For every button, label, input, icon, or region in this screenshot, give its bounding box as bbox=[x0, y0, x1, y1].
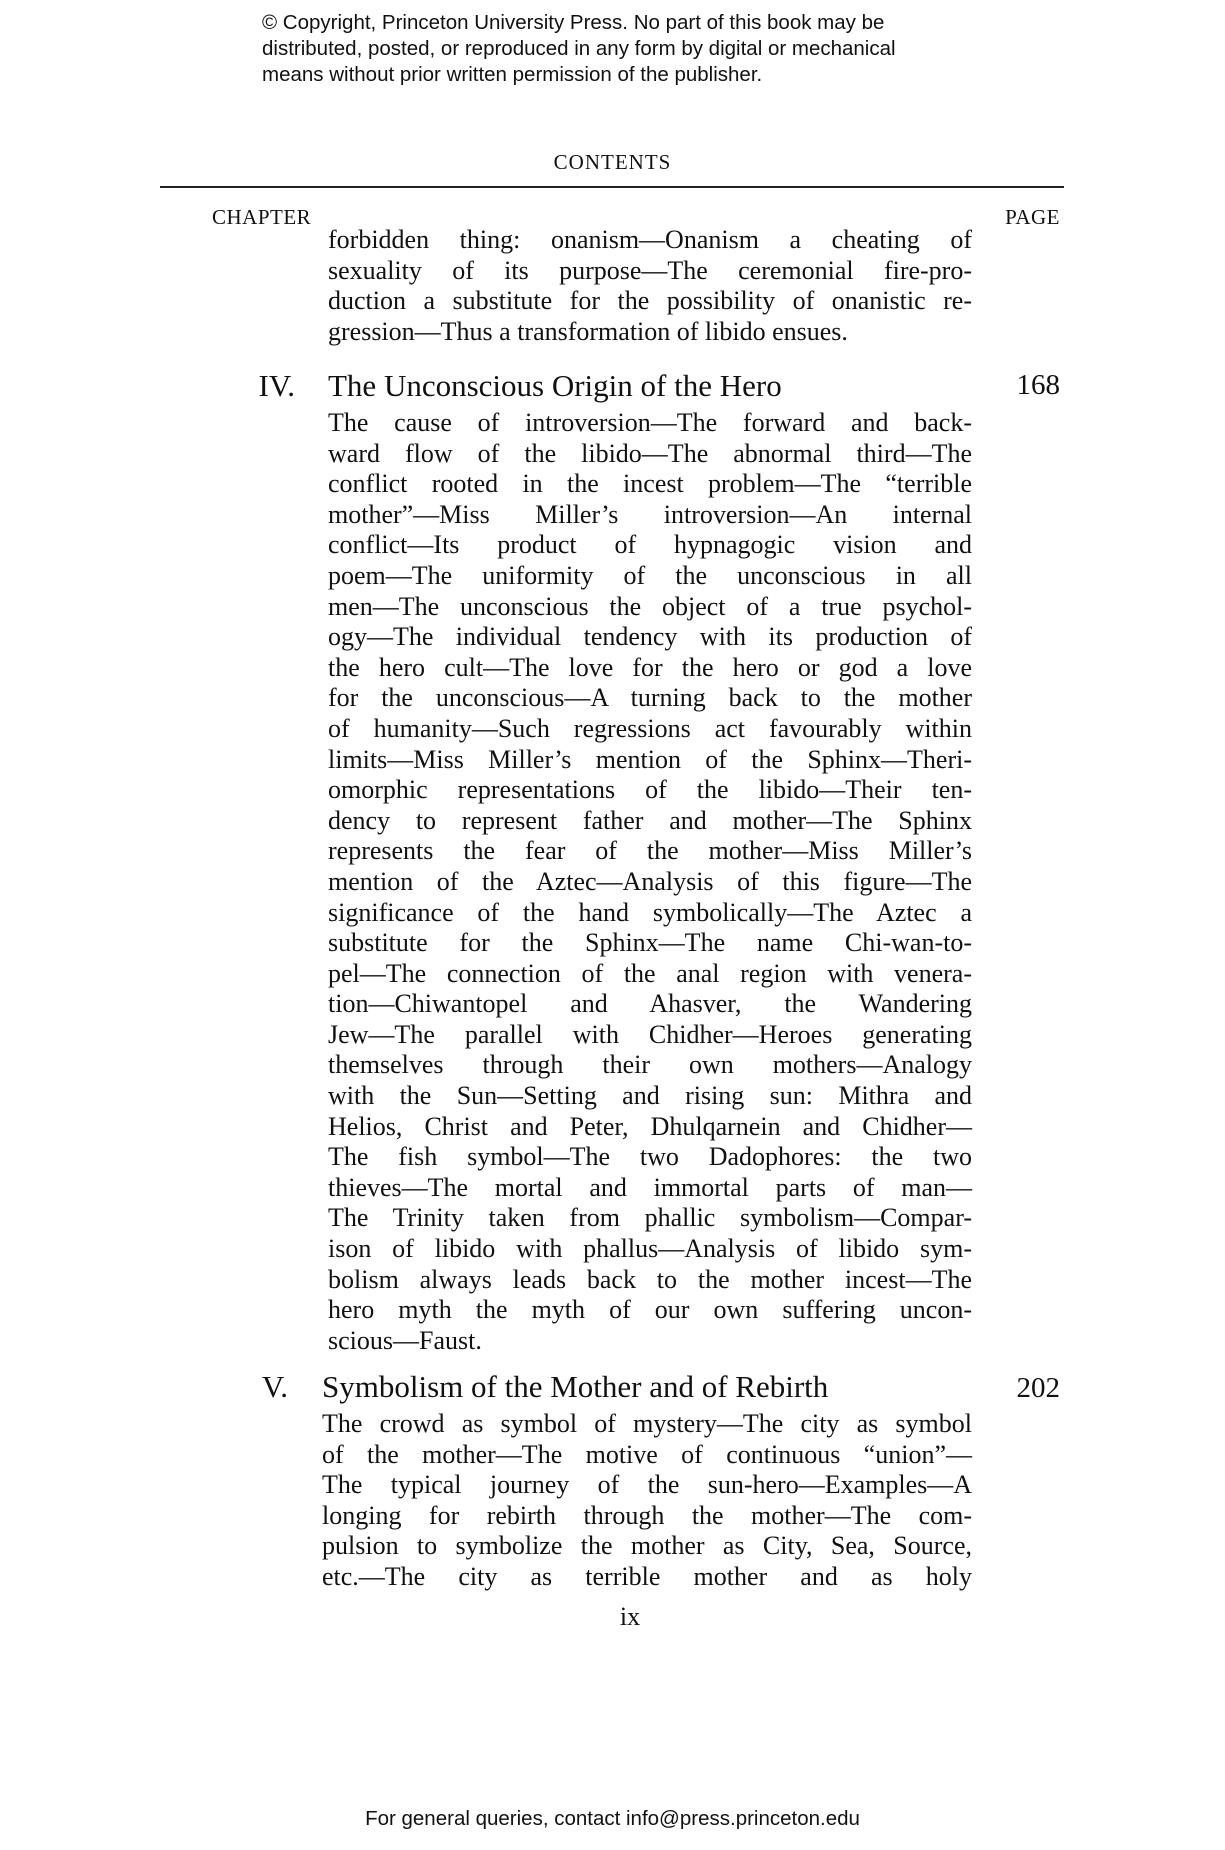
summary-line: forbidden thing: onanism—Onanism a cheating of bbox=[328, 225, 972, 254]
summary-line: of the mother—The motive of continuous “union”— bbox=[322, 1439, 972, 1469]
summary-line: mention of the Aztec—Analysis of this figure—The bbox=[328, 866, 972, 896]
summary-line: of humanity—Such regressions act favourably within bbox=[328, 713, 972, 743]
summary-line: gression—Thus a transformation of libido ensues. bbox=[328, 316, 848, 346]
page-folio: ix bbox=[619, 1602, 641, 1631]
summary-line: The fish symbol—The two Dadophores: the two bbox=[328, 1142, 972, 1172]
chapter-page: 202 bbox=[1016, 1372, 1060, 1404]
summary-line: tion—Chiwantopel and Ahasver, the Wandering bbox=[328, 989, 972, 1019]
summary-line: scious—Faust. bbox=[328, 1325, 482, 1355]
summary-line: The typical journey of the sun-hero—Examples—A bbox=[322, 1470, 972, 1500]
summary-line: hero myth the myth of our own suffering uncon- bbox=[328, 1295, 972, 1325]
summary-line: bolism always leads back to the mother incest—The bbox=[328, 1264, 972, 1294]
summary-line: conflict rooted in the incest problem—The “terrible bbox=[328, 469, 972, 499]
chapter-title: The Unconscious Origin of the Hero bbox=[328, 368, 782, 403]
summary-line: The Trinity taken from phallic symbolism—Compar- bbox=[328, 1203, 972, 1233]
summary-line: limits—Miss Miller’s mention of the Sphinx—Theri- bbox=[328, 744, 972, 774]
summary-line: pulsion to symbolize the mother as City, Sea, Source, bbox=[322, 1531, 972, 1561]
copyright-line: means without prior written permission of the publisher. bbox=[262, 63, 763, 86]
contents-heading: CONTENTS bbox=[553, 150, 672, 174]
chapter-page: 168 bbox=[1016, 369, 1060, 401]
chapter-number: IV. bbox=[258, 368, 295, 403]
summary-line: with the Sun—Setting and rising sun: Mithra and bbox=[328, 1081, 972, 1111]
footer-contact: For general queries, contact info@press.princeton.edu bbox=[365, 1807, 860, 1830]
summary-line: sexuality of its purpose—The ceremonial fire-pro- bbox=[328, 255, 972, 285]
summary-line: men—The unconscious the object of a true psychol- bbox=[328, 591, 972, 621]
copyright-line: © Copyright, Princeton University Press. No part of this book may be bbox=[262, 11, 885, 34]
summary-line: ison of libido with phallus—Analysis of libido sym- bbox=[328, 1234, 972, 1264]
summary-line: etc.—The city as terrible mother and as holy bbox=[322, 1561, 972, 1591]
summary-line: Jew—The parallel with Chidher—Heroes generating bbox=[328, 1019, 972, 1049]
summary-line: pel—The connection of the anal region with venera- bbox=[328, 958, 972, 988]
summary-line: longing for rebirth through the mother—The com- bbox=[322, 1500, 972, 1530]
chapter-summary bbox=[328, 408, 972, 1356]
summary-line: The cause of introversion—The forward and back- bbox=[328, 408, 972, 437]
summary-line: themselves through their own mothers—Analogy bbox=[328, 1050, 972, 1080]
summary-line: ogy—The individual tendency with its production of bbox=[328, 622, 972, 652]
summary-line: duction a substitute for the possibility of onanistic re- bbox=[328, 286, 972, 316]
summary-line: mother”—Miss Miller’s introversion—An internal bbox=[328, 499, 972, 529]
summary-line: for the unconscious—A turning back to the mother bbox=[328, 683, 972, 713]
page-column-header: PAGE bbox=[1005, 205, 1060, 229]
summary-line: ward flow of the libido—The abnormal third—The bbox=[328, 438, 972, 468]
continued-summary bbox=[328, 225, 972, 347]
summary-line: thieves—The mortal and immortal parts of man— bbox=[328, 1172, 972, 1202]
chapter-summary bbox=[322, 1409, 972, 1593]
summary-line: poem—The uniformity of the unconscious in all bbox=[328, 560, 972, 590]
chapter-number: V. bbox=[261, 1369, 288, 1404]
chapter-title: Symbolism of the Mother and of Rebirth bbox=[322, 1369, 829, 1404]
summary-line: Helios, Christ and Peter, Dhulqarnein and Chidher— bbox=[328, 1111, 972, 1141]
copyright-line: distributed, posted, or reproduced in any form by digital or mechanical bbox=[262, 37, 896, 60]
chapter-column-header: CHAPTER bbox=[212, 205, 312, 229]
summary-line: The crowd as symbol of mystery—The city as symbol bbox=[322, 1409, 972, 1438]
summary-line: omorphic representations of the libido—Their ten- bbox=[328, 775, 972, 805]
header-rule bbox=[160, 186, 1064, 188]
summary-line: the hero cult—The love for the hero or god a love bbox=[328, 652, 972, 682]
summary-line: significance of the hand symbolically—The Aztec a bbox=[328, 897, 972, 927]
summary-line: represents the fear of the mother—Miss Miller’s bbox=[328, 836, 972, 866]
summary-line: dency to represent father and mother—The Sphinx bbox=[328, 805, 972, 835]
summary-line: substitute for the Sphinx—The name Chi-wan-to- bbox=[328, 928, 972, 958]
summary-line: conflict—Its product of hypnagogic vision and bbox=[328, 530, 972, 560]
